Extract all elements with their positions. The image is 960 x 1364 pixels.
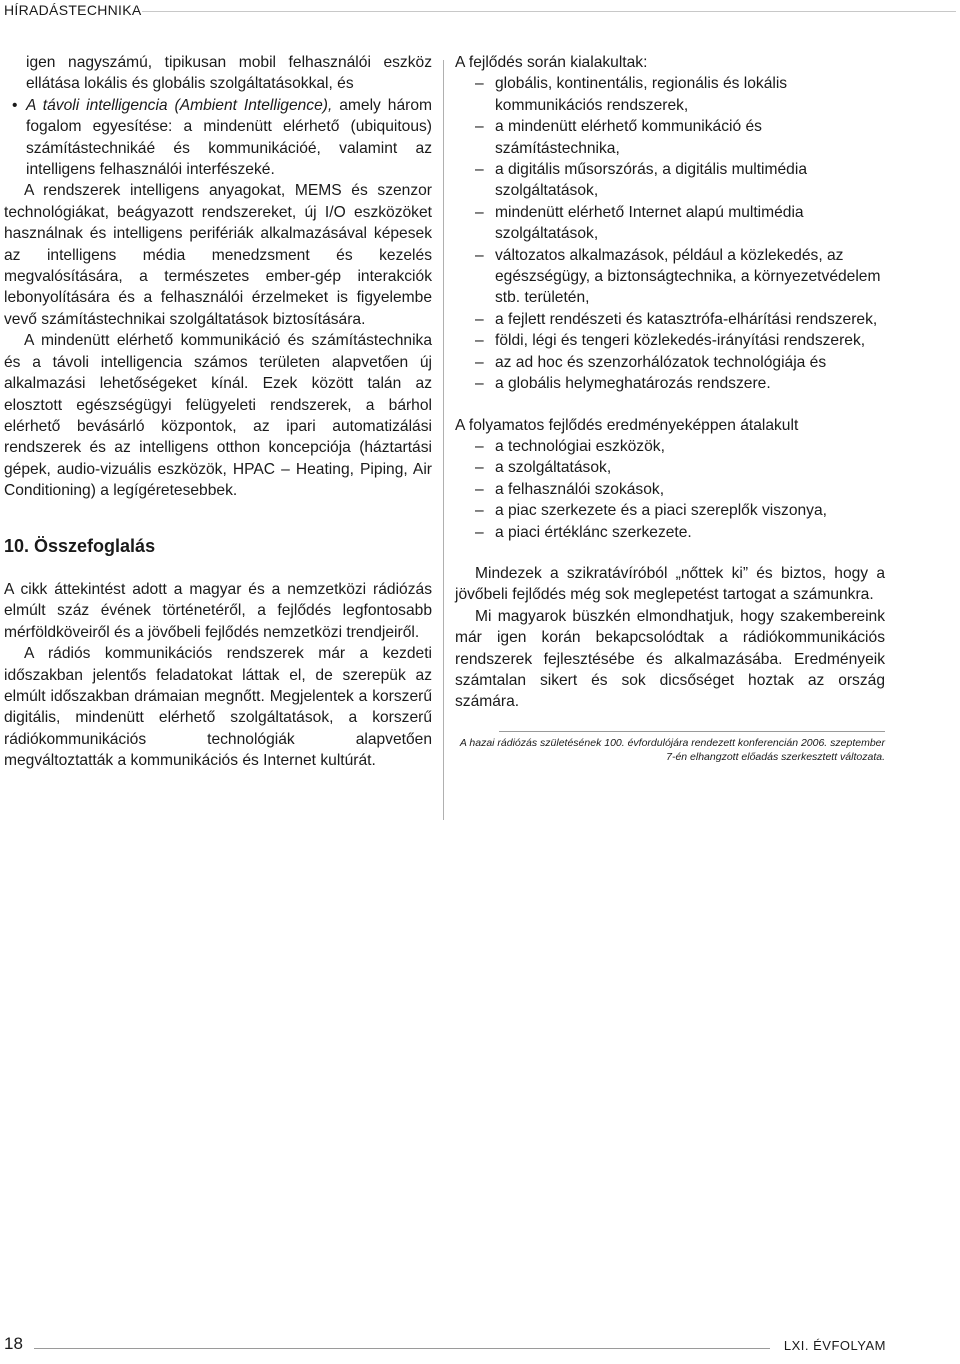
page-footer bbox=[0, 1336, 960, 1364]
footnote: A hazai rádiózás születésének 100. évfordulójára rendezett konferencián 2006. szeptember 7-én elhangzott előadás szerkesztett változata. bbox=[459, 736, 885, 763]
list-intro-transformed: A folyamatos fejlődés eredményeképpen átalakult bbox=[455, 416, 799, 434]
list-item: – a szolgáltatások, bbox=[455, 457, 885, 478]
list-item: – a globális helymeghatározás rendszere. bbox=[455, 373, 885, 394]
paragraph-radio-systems: A rádiós kommunikációs rendszerek már a kezdeti időszakban jelentős feladatokat láttak el, de szerepük az elmúlt időszakban drámaian megnőtt. Megjelentek a korszerű digitális, mindenütt elérhető szolgáltatások, a korszerű rádiókommunikációs technológiák alapvetően megváltoztatták a kommunikációs és Internet kultúrát. bbox=[4, 645, 432, 770]
dash-icon: – bbox=[475, 523, 484, 541]
list-item: – földi, légi és tengeri közlekedés-irányítási rendszerek, bbox=[455, 330, 885, 351]
list-item: – a piaci értéklánc szerkezete. bbox=[455, 522, 885, 543]
list-item: – globális, kontinentális, regionális és lokális kommunikációs rendszerek, bbox=[475, 75, 788, 114]
ambient-intelligence-text: amely három fogalom egyesítése: a mindenütt elérhető (ubiquitous) számítástechnikáé és kommunikációé, valamint az intelligens felhasználói interfészeké. bbox=[26, 96, 432, 179]
dash-icon: – bbox=[475, 480, 484, 498]
dash-icon: – bbox=[475, 437, 484, 455]
left-column bbox=[4, 52, 432, 772]
list-item: – a digitális műsorszórás, a digitális multimédia szolgáltatások, bbox=[475, 161, 807, 200]
footnote-rule bbox=[499, 731, 885, 732]
paragraph-hungarian-experts: Mi magyarok büszkén elmondhatjuk, hogy szakembereink már igen korán bekapcsolódtak a rádiókommunikációs rendszerek fejlesztésébe és alkalmazásába. Eredményeik számtalan sikert és sok dicsőséget hoztak az ország számára. bbox=[455, 607, 885, 711]
list-item: – a fejlett rendészeti és katasztrófa-elhárítási rendszerek, bbox=[455, 309, 885, 330]
dash-icon: – bbox=[475, 332, 484, 350]
dash-icon: – bbox=[475, 502, 484, 520]
header-rule bbox=[142, 11, 956, 12]
paragraph-summary-overview: A cikk áttekintést adott a magyar és a nemzetközi rádiózás elmúlt száz évének történetéről, a fejlődés legfontosabb mérföldköveiről és a jövőbeli fejlődés nemzetközi trendjeiről. bbox=[4, 580, 432, 641]
list-item: – az ad hoc és szenzorhálózatok technológiája és bbox=[455, 352, 885, 373]
list-transformed bbox=[455, 436, 885, 543]
spacer bbox=[455, 543, 885, 563]
list-developments bbox=[455, 73, 885, 394]
volume-label: LXI. ÉVFOLYAM bbox=[783, 1338, 886, 1353]
footer-rule bbox=[34, 1348, 770, 1349]
column-divider bbox=[443, 60, 444, 820]
right-column bbox=[455, 52, 885, 764]
paragraph-applications: A mindenütt elérhető kommunikáció és számítástechnika és a távoli intelligencia számos területen alapvetően új alkalmazási lehetőségeket kínál. Ezek között talán az elosztott egészségügyi felügyeleti rendszerek, a bárhol elérhető bevásárló központok, az ipari automatizálási rendszerek és az intelligens otthon koncepciója (háztartási gépek, audio-vizuális eszközök, HPAC – Heating, Piping, Air Conditioning) a legígéretesebbek. bbox=[4, 332, 432, 500]
page-number: 18 bbox=[4, 1334, 23, 1353]
list-item: – a felhasználói szokások, bbox=[455, 479, 885, 500]
list-item: – a technológiai eszközök, bbox=[455, 436, 885, 457]
dash-icon: – bbox=[475, 353, 484, 371]
dash-icon: – bbox=[475, 75, 484, 93]
list-item: – a mindenütt elérhető kommunikáció és számítástechnika, bbox=[475, 118, 762, 157]
paragraph-ubiquitous-continued: igen nagyszámú, tipikusan mobil felhasználói eszköz ellátása lokális és globális szolgáltatásokkal, és bbox=[26, 54, 432, 93]
dash-icon: – bbox=[475, 375, 484, 393]
list-item: – a piac szerkezete és a piaci szereplők viszonya, bbox=[455, 500, 885, 521]
journal-title: HÍRADÁSTECHNIKA bbox=[4, 2, 142, 18]
dash-icon: – bbox=[475, 118, 484, 136]
dash-icon: – bbox=[475, 203, 484, 221]
paragraph-future: Mindezek a szikratávíróból „nőttek ki” és biztos, hogy a jövőbeli fejlődés még sok meglepetést tartogat a számunkra. bbox=[455, 564, 885, 604]
running-header bbox=[0, 0, 960, 24]
dash-icon: – bbox=[475, 246, 484, 264]
paragraph-intelligent-systems: A rendszerek intelligens anyagokat, MEMS és szenzor technológiákat, beágyazott rendszereket, új I/O eszközöket használnak és intelligens perifériák alkalmazásával képesek az intelligens média menedzsment és kezelés megvalósítására, a természetes ember-gép interakciók lebonyolítására és a felhasználói érzelmeket is figyelembe vevő számítástechnikai szolgáltatások biztosítására. bbox=[4, 182, 432, 328]
dash-icon: – bbox=[475, 161, 484, 179]
list-item: – mindenütt elérhető Internet alapú multimédia szolgáltatások, bbox=[475, 203, 804, 243]
dash-icon: – bbox=[475, 459, 484, 477]
list-item: – változatos alkalmazások, például a közlekedés, az egészségügy, a biztonságtechnika, a környezetvédelem stb. területén, bbox=[475, 246, 881, 307]
spacer bbox=[455, 395, 885, 415]
bullet-item-ambient-intelligence bbox=[4, 95, 432, 181]
ambient-intelligence-term: A távoli intelligencia (Ambient Intelligence), bbox=[26, 96, 333, 114]
section-heading-summary: 10. Összefoglalás bbox=[4, 535, 156, 556]
list-intro-developments: A fejlődés során kialakultak: bbox=[455, 54, 648, 71]
bullet-icon: • bbox=[12, 96, 18, 114]
dash-icon: – bbox=[475, 310, 484, 328]
